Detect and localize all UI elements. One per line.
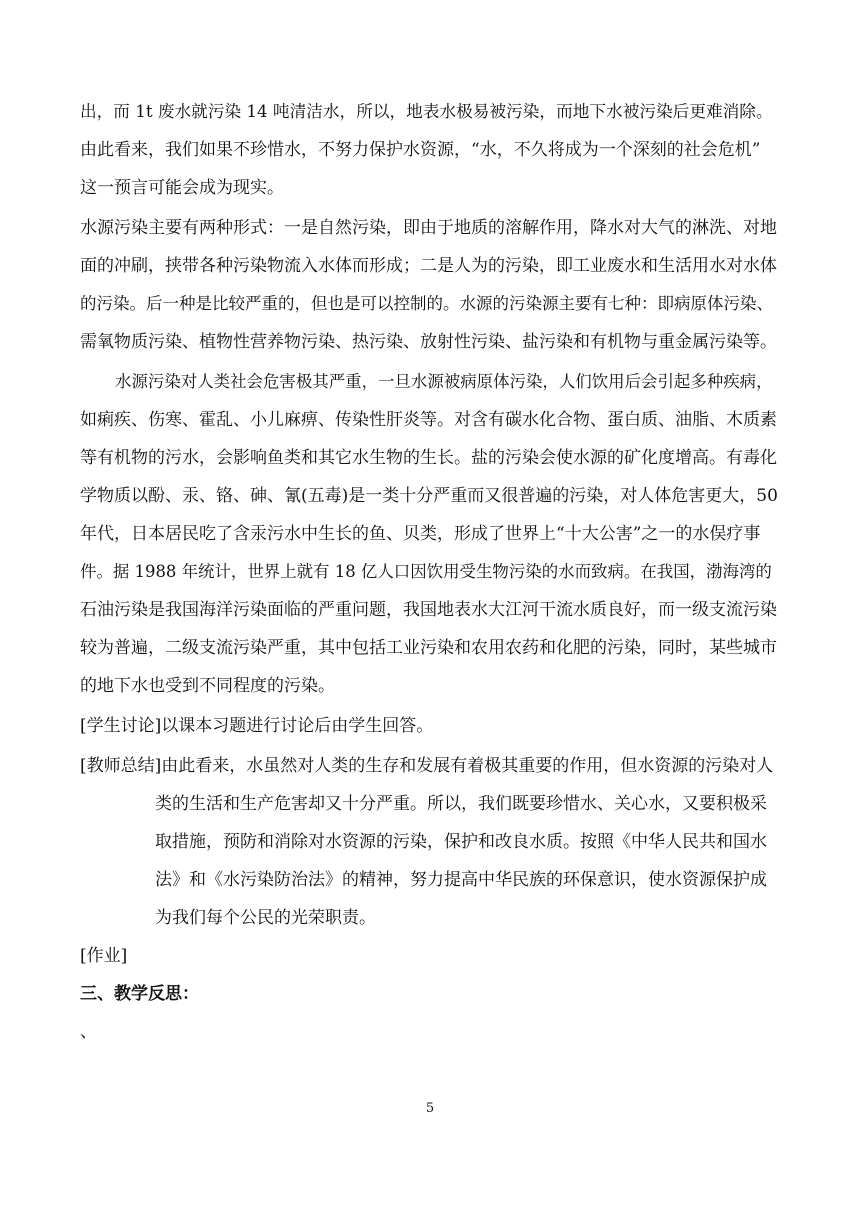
text-line: 取措施，预防和消除对水资源的污染，保护和改良水质。按照《中华人民共和国水 — [155, 832, 767, 852]
text-line: 需氧物质污染、植物性营养物污染、热污染、放射性污染、盐污染和有机物与重金属污染等。 — [80, 332, 777, 352]
section-heading-reflection: 三、教学反思： — [80, 984, 199, 1004]
page-number: 5 — [425, 1101, 435, 1116]
text-line: 较为普遍，二级支流污染严重，其中包括工业污染和农用农药和化肥的污染，同时，某些城市 — [80, 638, 777, 658]
text-line: 水源污染对人类社会危害极其严重，一旦水源被病原体污染，人们饮用后会引起多种疾病， — [115, 372, 773, 391]
text-line: 出，而 1t 废水就污染 14 吨清洁水，所以，地表水极易被污染，而地下水被污染后更难消除。 — [80, 102, 773, 121]
text-line: 面的冲刷，挟带各种污染物流入水体而形成；二是人为的污染，即工业废水和生活用水对水体 — [80, 256, 777, 276]
text-line: 类的生活和生产危害却又十分严重。所以，我们既要珍惜水、关心水，又要积极采 — [155, 794, 767, 814]
text-line: 为我们每个公民的光荣职责。 — [155, 908, 376, 928]
text-line: 法》和《水污染防治法》的精神，努力提高中华民族的环保意识，使水资源保护成 — [155, 870, 767, 890]
student-discussion-line: [学生讨论]以课本习题进行讨论后由学生回答。 — [80, 716, 434, 736]
text-line: 如痢疾、伤寒、霍乱、小儿麻痹、传染性肝炎等。对含有碳水化合物、蛋白质、油脂、木质素 — [80, 410, 777, 430]
text-line: 石油污染是我国海洋污染面临的严重问题，我国地表水大江河干流水质良好，而一级支流污染 — [80, 600, 777, 620]
stray-mark: 、 — [80, 1022, 97, 1042]
text-line: 这一预言可能会成为现实。 — [80, 178, 284, 198]
teacher-summary-line: [教师总结]由此看来，水虽然对人类的生存和发展有着极其重要的作用，但水资源的污染对人 — [80, 756, 774, 776]
text-line: 的地下水也受到不同程度的污染。 — [80, 676, 335, 696]
text-line: 件。据 1988 年统计，世界上就有 18 亿人口因饮用受生物污染的水而致病。在我国，渤海湾的 — [80, 562, 772, 581]
homework-label: [作业] — [80, 946, 128, 966]
text-line: 等有机物的污水，会影响鱼类和其它水生物的生长。盐的污染会使水源的矿化度增高。有毒化 — [80, 448, 777, 468]
text-line: 水源污染主要有两种形式：一是自然污染，即由于地质的溶解作用，降水对大气的淋洗、对地 — [80, 218, 777, 238]
text-line: 的污染。后一种是比较严重的，但也是可以控制的。水源的污染源主要有七种：即病原体污染、 — [80, 294, 773, 313]
text-line: 年代，日本居民吃了含汞污水中生长的鱼、贝类，形成了世界上“十大公害”之一的水俣疗事 — [80, 524, 761, 544]
text-line: 学物质以酚、汞、铬、砷、氰(五毒)是一类十分严重而又很普遍的污染，对人体危害更大，50 — [80, 486, 778, 506]
text-line: 由此看来，我们如果不珍惜水，不努力保护水资源，“水，不久将成为一个深刻的社会危机” — [80, 140, 761, 160]
